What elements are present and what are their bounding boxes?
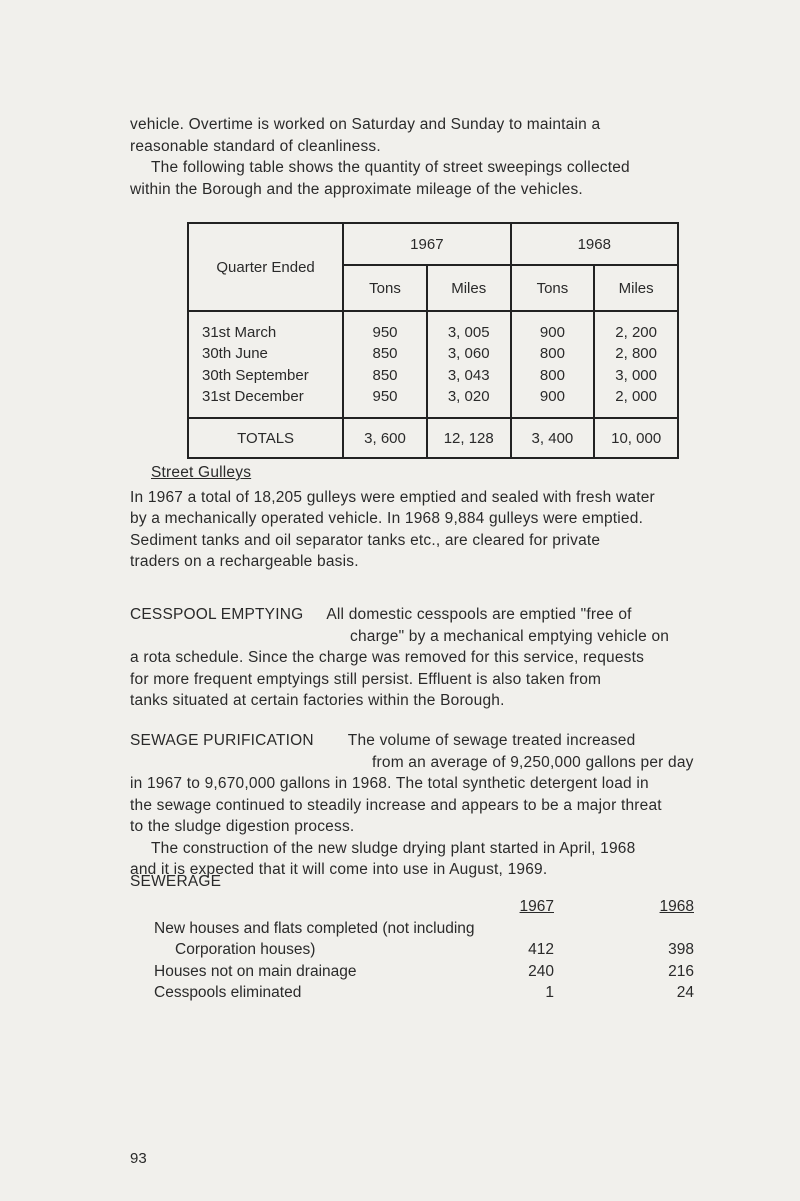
cesspool-section — [130, 604, 730, 712]
section-heading: CESSPOOL EMPTYING — [130, 606, 304, 623]
table-value: 3, 043 — [447, 366, 490, 384]
table-value: 850 — [372, 366, 398, 384]
totals-value: 12, 128 — [427, 418, 511, 458]
text-line: vehicle. Overtime is worked on Saturday and Sunday to maintain a — [130, 116, 601, 133]
text-line: for more frequent emptyings still persist. Effluent is also taken from — [130, 670, 602, 688]
page-number: 93 — [130, 1150, 147, 1167]
miles-1968-cell — [594, 311, 678, 418]
text-line: traders on a rechargeable basis. — [130, 553, 359, 570]
table-value: 216 — [668, 962, 694, 980]
table-value: 2, 200 — [615, 324, 657, 341]
text-line: within the Borough and the approximate mileage of the vehicles. — [130, 180, 583, 198]
table-value: 900 — [539, 324, 565, 341]
table-value: 850 — [372, 345, 398, 363]
tons-header: Tons — [511, 265, 595, 311]
tons-header: Tons — [343, 265, 427, 311]
text-line: reasonable standard of cleanliness. — [130, 137, 381, 155]
gulleys-section — [130, 462, 730, 573]
row-label: New houses and flats completed (not including — [154, 919, 475, 937]
table-row — [154, 982, 714, 1004]
table-value: 1 — [545, 984, 554, 1001]
text-line: in 1967 to 9,670,000 gallons in 1968. The total synthetic detergent load in — [130, 775, 649, 792]
section-heading: Street Gulleys — [151, 464, 252, 481]
table-value: 3, 005 — [447, 324, 490, 341]
table-value: 800 — [539, 366, 565, 384]
year-1968-header: 1968 — [511, 223, 678, 265]
table-value: 950 — [372, 387, 398, 405]
row-label: Cesspools eliminated — [154, 984, 302, 1001]
text-line: tanks situated at certain factories within the Borough. — [130, 692, 505, 709]
section-heading: SEWERAGE — [130, 873, 222, 890]
text-fragment: All domestic cesspools are emptied "free of — [326, 606, 632, 623]
tons-1967-cell — [343, 311, 427, 418]
miles-header: Miles — [427, 265, 511, 311]
table-value: 3, 060 — [447, 345, 490, 363]
section-heading: SEWAGE PURIFICATION — [130, 732, 314, 749]
year-1968-header: 1968 — [659, 898, 694, 915]
text-line: from an average of 9,250,000 gallons per day — [372, 753, 694, 771]
text-line: to the sludge digestion process. — [130, 818, 355, 835]
table-value: 800 — [539, 345, 565, 363]
miles-header: Miles — [594, 265, 678, 311]
text-line — [130, 604, 730, 626]
table-value: 3, 020 — [447, 387, 490, 405]
table-value: 2, 800 — [615, 345, 657, 363]
sewage-section — [130, 730, 730, 881]
text-line — [130, 730, 730, 752]
totals-label: TOTALS — [188, 418, 343, 458]
table-value: 950 — [372, 324, 398, 341]
table-value: 412 — [528, 941, 554, 958]
miles-1967-cell — [427, 311, 511, 418]
row-label: Houses not on main drainage — [154, 962, 357, 980]
sweepings-table — [187, 222, 679, 459]
table-value: 24 — [676, 984, 694, 1001]
table-value: 3, 000 — [615, 366, 657, 384]
text-line: by a mechanically operated vehicle. In 1968 9,884 gulleys were emptied. — [130, 510, 644, 527]
totals-value: 3, 600 — [343, 418, 427, 458]
text-line: The following table shows the quantity of street sweepings collected — [151, 159, 630, 176]
text-line: the sewage continued to steadily increase and appears to be a major threat — [130, 796, 662, 814]
tons-1968-cell — [511, 311, 595, 418]
table-row — [154, 939, 714, 961]
totals-value: 10, 000 — [594, 418, 678, 458]
row-label: 30th June — [202, 345, 268, 363]
table-value: 398 — [668, 941, 694, 958]
text-line: The construction of the new sludge drying plant started in April, 1968 — [151, 839, 636, 857]
row-label: 31st December — [202, 387, 304, 405]
text-fragment: The volume of sewage treated increased — [347, 732, 636, 749]
intro-paragraph — [130, 114, 730, 200]
sewerage-table — [154, 896, 714, 1004]
sewerage-heading-block — [130, 871, 730, 893]
table-value: 900 — [539, 387, 565, 405]
quarter-ended-header: Quarter Ended — [216, 258, 315, 276]
totals-row — [188, 418, 678, 458]
totals-value: 3, 400 — [511, 418, 595, 458]
text-line: and it is expected that it will come into use in August, 1969. — [130, 861, 548, 878]
text-line: In 1967 a total of 18,205 gulleys were emptied and sealed with fresh water — [130, 488, 655, 506]
table-row — [154, 918, 714, 940]
table-value: 240 — [528, 962, 554, 980]
text-line: Sediment tanks and oil separator tanks etc., are cleared for private — [130, 531, 601, 549]
year-1967-header: 1967 — [343, 223, 510, 265]
row-label: 30th September — [202, 366, 309, 384]
quarter-labels-cell — [188, 311, 343, 418]
sewerage-header-row — [154, 896, 714, 918]
row-label: Corporation houses) — [175, 941, 316, 958]
text-line: charge" by a mechanical emptying vehicle on — [350, 627, 670, 645]
row-label: 31st March — [202, 324, 277, 341]
table-value: 2, 000 — [615, 387, 657, 405]
text-line: a rota schedule. Since the charge was removed for this service, requests — [130, 649, 645, 666]
table-row — [154, 961, 714, 983]
year-1967-header: 1967 — [519, 898, 554, 915]
